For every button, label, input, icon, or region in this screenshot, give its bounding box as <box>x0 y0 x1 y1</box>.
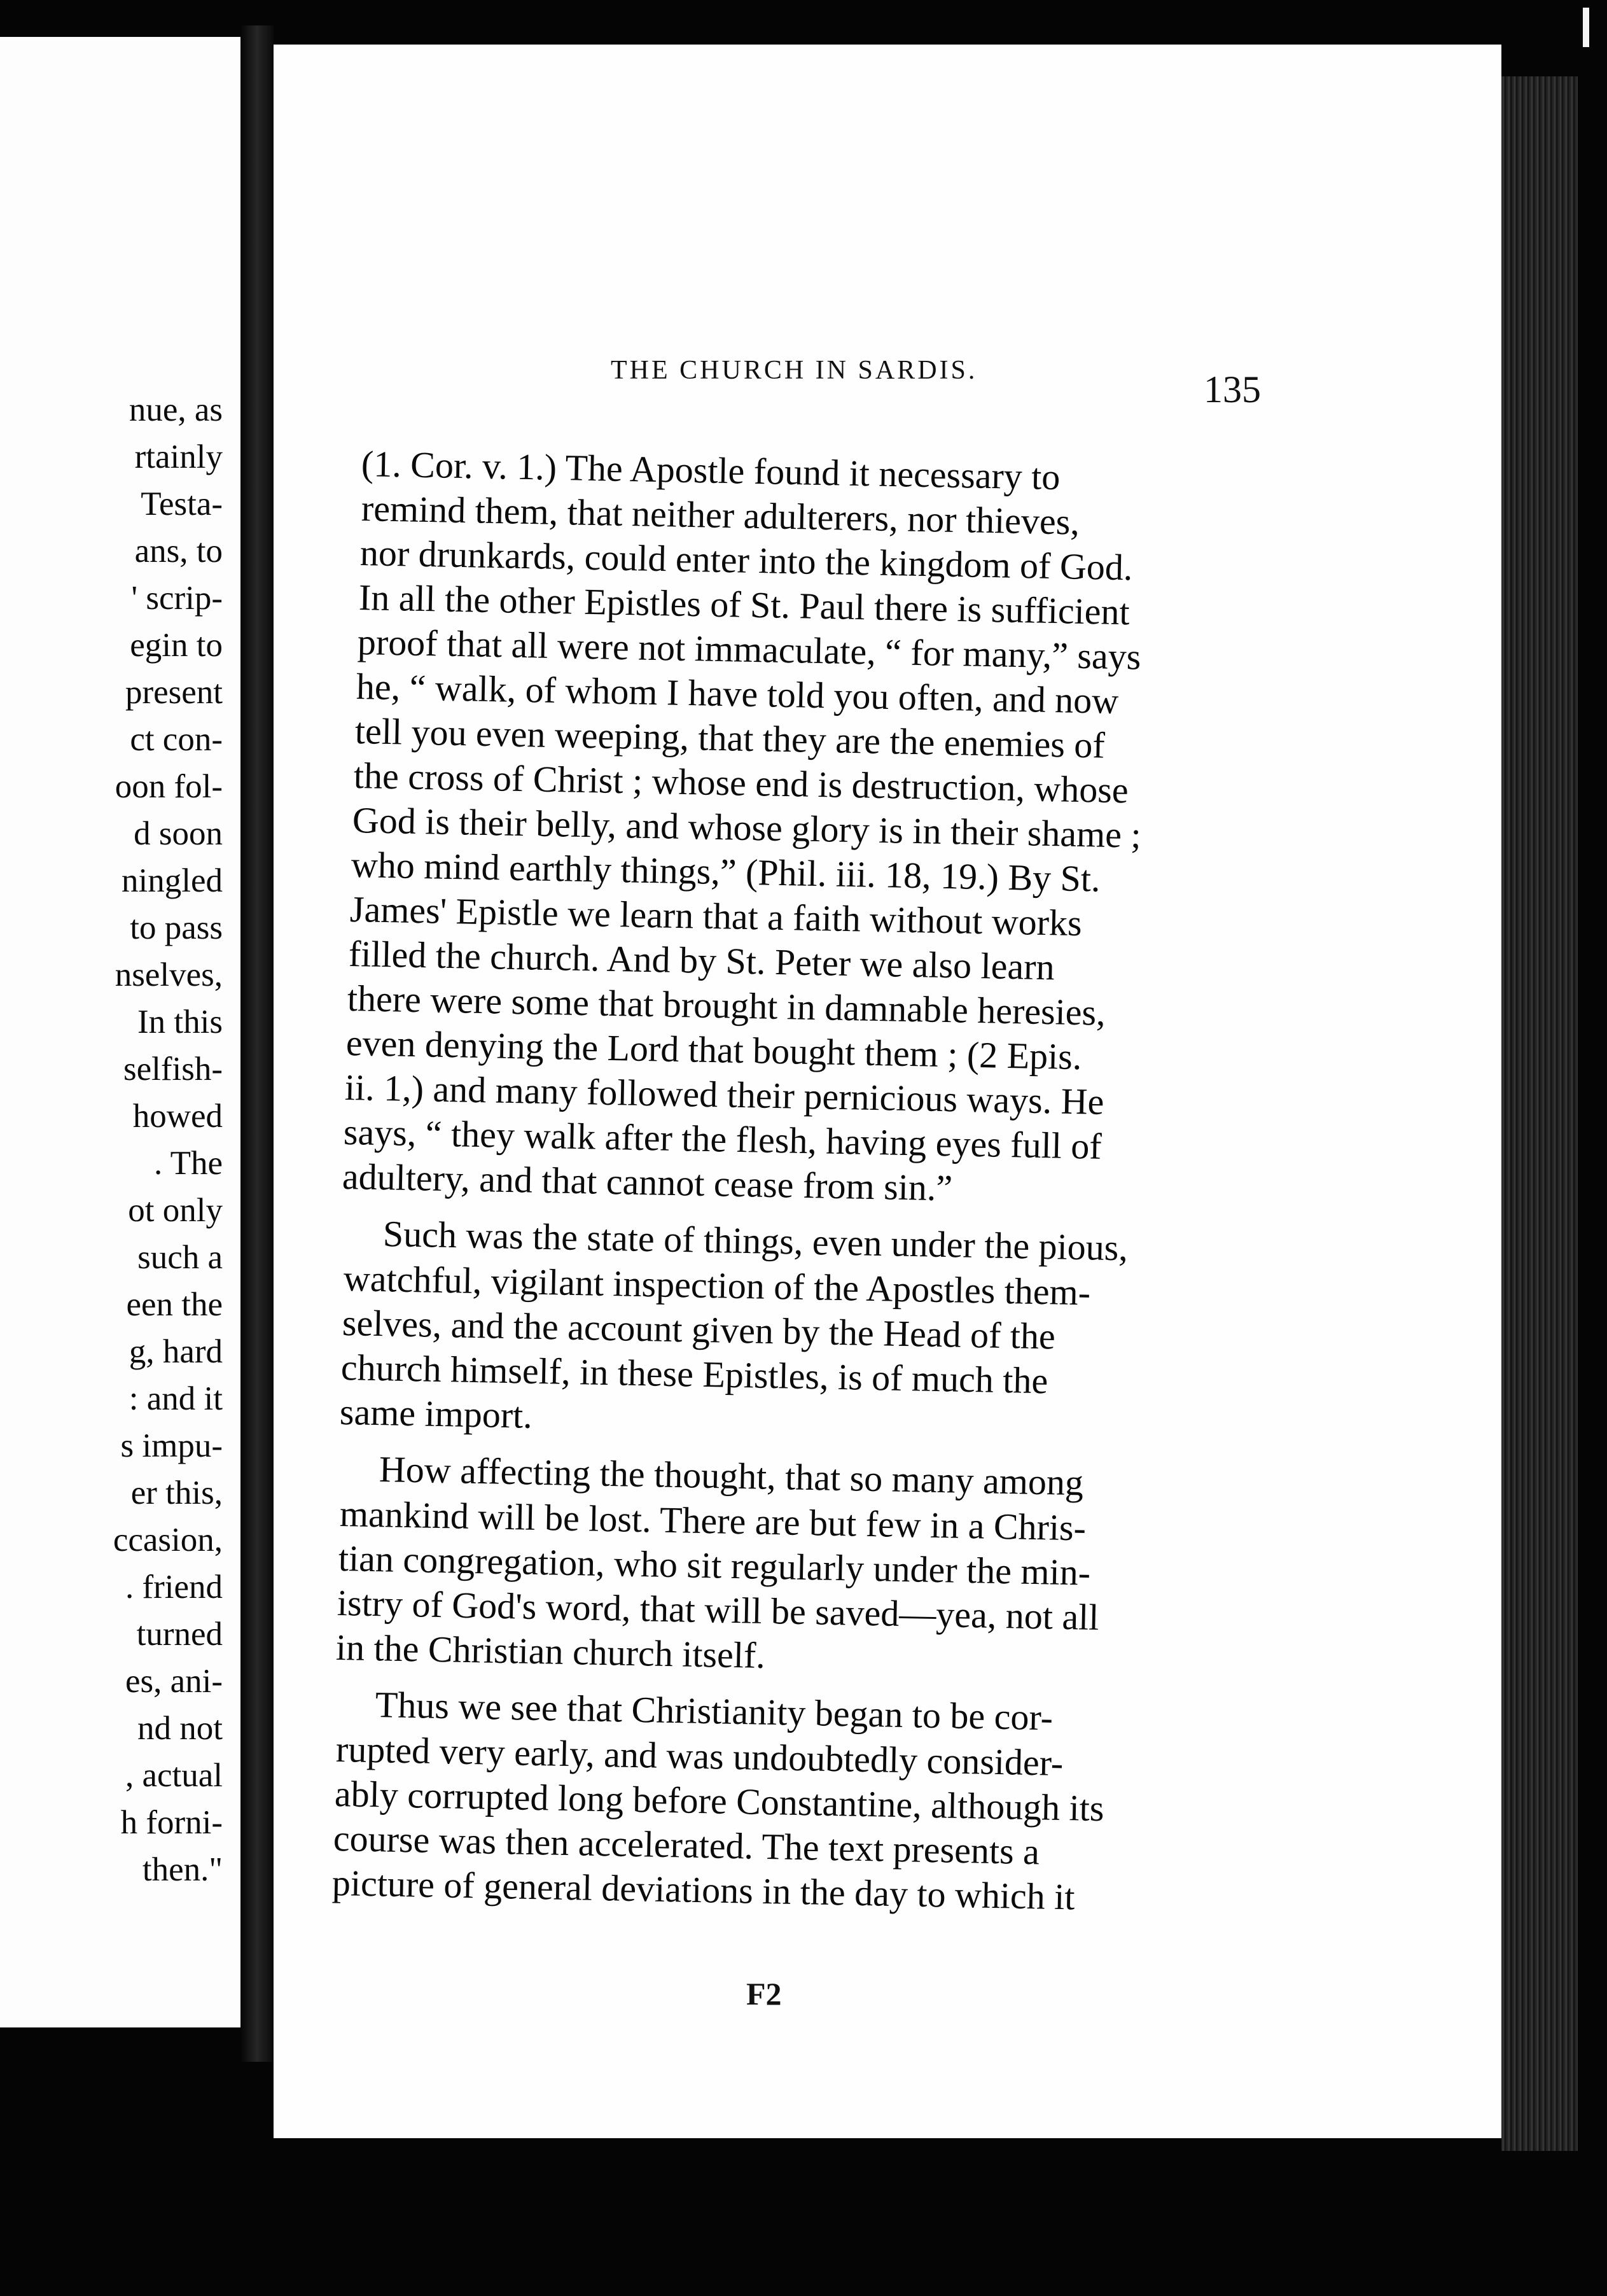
left-page-line: ot only <box>128 1192 223 1229</box>
left-page-line: . friend <box>125 1569 223 1606</box>
text-line: nor drunkards, could enter into the kingdom of God. <box>359 532 1133 589</box>
book-page <box>274 45 1501 2138</box>
text-line: says, “ they walk after the flesh, having eyes full of <box>343 1111 1103 1167</box>
text-line: the cross of Christ ; whose end is destruction, whose <box>353 755 1129 811</box>
text-line: rupted very early, and was undoubtedly consider- <box>335 1728 1064 1784</box>
text-line: ii. 1,) and many followed their pernicious ways. He <box>344 1067 1104 1123</box>
left-page-line: howed <box>132 1098 223 1135</box>
scan-frame-mark <box>1583 8 1589 47</box>
signature-mark: F2 <box>746 1976 782 2012</box>
running-head: THE CHURCH IN SARDIS. <box>611 356 978 385</box>
text-line: Thus we see that Christianity began to be cor- <box>375 1684 1054 1739</box>
text-line: How affecting the thought, that so many among <box>379 1448 1084 1504</box>
left-page-line: selfish- <box>123 1051 223 1088</box>
text-line: even denying the Lord that bought them ; (2 Epis. <box>345 1022 1082 1078</box>
text-line: proof that all were not immaculate, “ for many,” says <box>357 621 1141 678</box>
text-line: in the Christian church itself. <box>335 1627 766 1676</box>
book-gutter <box>240 25 274 2062</box>
left-page-line: ningled <box>122 862 223 899</box>
text-line: tian congregation, who sit regularly under the min- <box>338 1537 1091 1593</box>
left-page-line: oon fol- <box>115 768 223 805</box>
left-page-line: nue, as <box>129 391 223 428</box>
left-page-line: . The <box>154 1145 223 1182</box>
left-page-line: nselves, <box>115 956 223 993</box>
text-line: filled the church. And by St. Peter we also learn <box>348 933 1055 988</box>
page-number: 135 <box>1204 368 1261 410</box>
text-line: he, “ walk, of whom I have told you often, and now <box>356 666 1119 722</box>
text-line: there were some that brought in damnable heresies, <box>347 977 1106 1033</box>
left-page-line: such a <box>137 1239 223 1276</box>
left-page-line: rtainly <box>134 438 223 475</box>
text-line: ably corrupted long before Constantine, although its <box>334 1773 1105 1830</box>
text-line: God is their belly, and whose glory is in their shame ; <box>352 799 1142 856</box>
left-page-line: turned <box>136 1616 223 1653</box>
left-page-line: es, ani- <box>125 1663 223 1700</box>
left-page-line: then." <box>142 1851 223 1888</box>
text-line: James' Epistle we learn that a faith without works <box>349 888 1083 944</box>
text-line: istry of God's word, that will be saved—yea, not all <box>337 1582 1100 1638</box>
left-page-line: In this <box>137 1004 223 1040</box>
left-page-line: d soon <box>134 815 223 852</box>
left-page-line: Testa- <box>141 486 223 522</box>
left-page-fragment <box>0 37 240 2027</box>
text-line: remind them, that neither adulterers, nor thieves, <box>361 487 1080 543</box>
left-page-line: ccasion, <box>113 1522 223 1558</box>
text-line: watchful, vigilant inspection of the Apostles them- <box>343 1257 1091 1313</box>
text-line: tell you even weeping, that they are the enemies of <box>354 710 1106 766</box>
text-line: selves, and the account given by the Head of the <box>342 1302 1056 1357</box>
text-line: picture of general deviations in the day to which it <box>331 1862 1076 1918</box>
page-body-text <box>274 45 1501 2138</box>
left-page-line: egin to <box>130 627 223 664</box>
left-page-line: er this, <box>130 1474 223 1511</box>
text-line: same import. <box>339 1391 533 1436</box>
left-page-line: ct con- <box>130 721 223 758</box>
text-line: (1. Cor. v. 1.) The Apostle found it necessary to <box>361 443 1061 498</box>
left-page-line: een the <box>126 1286 223 1323</box>
left-page-line: : and it <box>129 1380 223 1417</box>
text-line: Such was the state of things, even under the pious, <box>382 1213 1129 1269</box>
text-line: who mind earthly things,” (Phil. iii. 18, 19.) By St. <box>351 844 1101 900</box>
left-page-line: h forni- <box>120 1804 223 1841</box>
left-page-line: , actual <box>125 1757 223 1794</box>
left-page-line: nd not <box>137 1710 223 1747</box>
text-line: adultery, and that cannot cease from sin.” <box>342 1156 953 1209</box>
left-page-line: to pass <box>130 909 223 946</box>
text-line: mankind will be lost. There are but few in a Chris- <box>339 1493 1087 1549</box>
text-line: course was then accelerated. The text presents a <box>333 1817 1040 1873</box>
left-page-line: s impu- <box>120 1427 223 1464</box>
left-page-line: ans, to <box>134 533 223 570</box>
text-line: church himself, in these Epistles, is of much the <box>340 1347 1048 1402</box>
left-page-line: g, hard <box>129 1333 223 1370</box>
book-page-edges <box>1501 76 1578 2151</box>
left-page-line: ' scrip- <box>131 580 223 617</box>
left-page-line: present <box>125 674 223 711</box>
text-line: In all the other Epistles of St. Paul there is sufficient <box>358 577 1130 633</box>
